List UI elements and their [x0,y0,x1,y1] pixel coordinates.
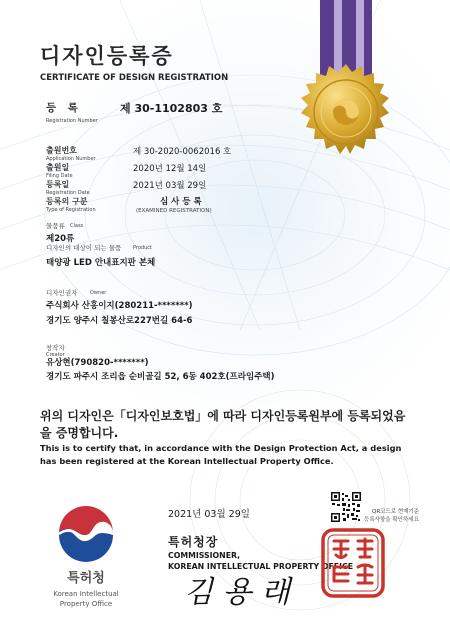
certificate-title: 디자인등록증 [40,44,174,68]
registration-type-en: (EXAMINED REGISTRATION) [136,208,212,214]
registration-date: 2021년 03월 29일 [133,181,207,191]
creator-label-en: Creator [46,352,65,358]
official-seal-stamp-icon [320,527,386,599]
class-label: 물품류 [46,222,65,230]
signature-icon [182,566,294,610]
registration-label: 등 록 [46,102,82,114]
application-number: 제 30-2020-0062016 호 [133,147,232,157]
application-label: 출원번호 [46,146,77,155]
owner-name: 주식회사 산홍이지(280211-*******) [46,301,193,311]
registration-date-label: 등록일 [46,180,70,189]
filing-label-en: Filing Date [46,173,73,179]
qr-code-icon[interactable] [331,492,361,522]
registration-type: 심 사 등 록 [160,197,202,207]
registration-date-label-en: Registration Date [46,190,90,196]
signature-text: 김 용 래 [184,575,291,610]
office-name-ko: 특허청 [67,571,105,586]
owner-label-en: Owner [90,290,107,296]
kipo-taegeuk-logo-icon [55,503,117,565]
class-value: 제20류 [46,234,75,244]
class-label-en: Class [70,223,84,229]
certificate-subtitle: CERTIFICATE OF DESIGN REGISTRATION [40,73,229,83]
product-value: 태양광 LED 안내표지판 본체 [46,258,156,268]
creator-name: 유상현(790820-*******) [46,358,149,368]
certification-statement-en: This is to certify that, in accordance with the Design Protection Act, a design has been registered at the Korean Intellectual Property Office. [40,443,402,466]
registration-type-label: 등록의 구분 [46,197,88,206]
filing-label: 출원일 [46,163,70,172]
owner-label: 디자인권자 [46,289,78,297]
product-label-en: Product [133,245,152,251]
owner-address: 경기도 양주시 칠봉산로227번길 64-6 [46,316,193,326]
registration-type-label-en: Type of Registration [46,207,96,213]
gold-seal-icon [292,62,400,170]
qr-note [364,508,419,524]
qr-note-line2: 등록사항을 확인하세요 [364,517,419,523]
creator-address: 경기도 파주시 조리읍 순비골길 52, 6동 402호(프라임주택) [46,372,275,382]
filing-date: 2020년 12월 14일 [133,164,207,174]
creator-label: 창작자 [46,344,65,352]
certification-statement-ko: 위의 디자인은「디자인보호법」에 따라 디자인등록원부에 등록되었음을 증명합니다. [40,409,406,440]
issue-date: 2021년 03월 29일 [168,509,250,520]
commissioner-title-en-1: COMMISSIONER, [168,551,241,560]
registration-label-en: Registration Number [46,118,98,124]
product-label: 디자인의 대상이 되는 물품 [46,244,122,252]
office-name-en: Korean Intellectual Property Office [53,590,119,608]
commissioner-title-en-2: KOREAN INTELLECTUAL PROPERTY OFFICE [168,562,354,571]
qr-note-line1: QR코드로 현재기준 [372,509,420,515]
commissioner-title-ko: 특허청장 [168,535,219,549]
application-label-en: Application Number [46,156,96,162]
registration-number: 제 30-1102803 호 [120,102,223,115]
